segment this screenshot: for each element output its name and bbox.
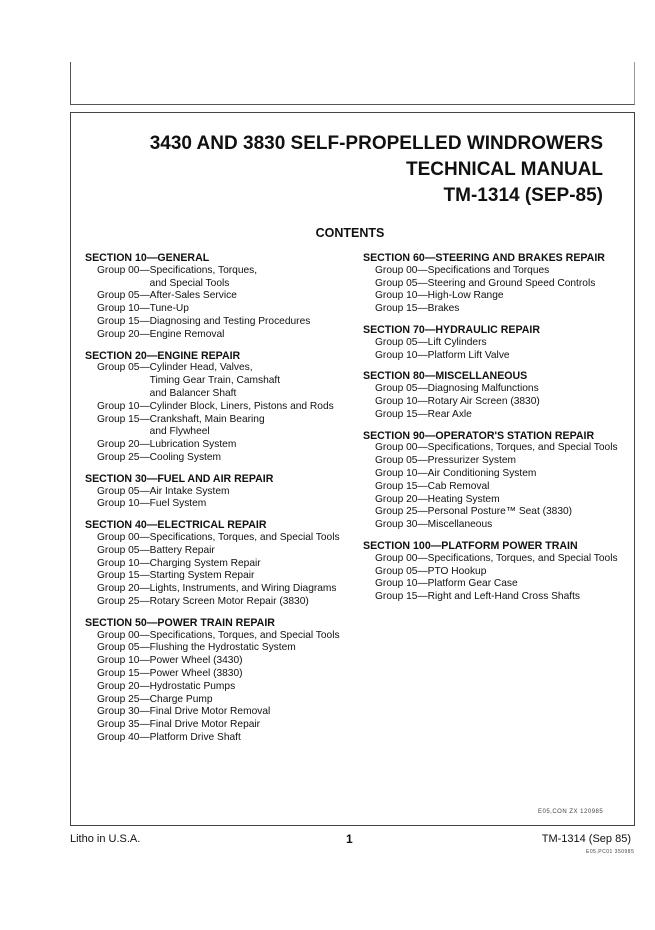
group-entry — [363, 481, 619, 494]
print-code-stamp-small: E05,PC01 350985 — [586, 849, 635, 855]
contents-section — [363, 430, 619, 532]
group-label: Group 10— — [97, 303, 150, 315]
group-description: Diagnosing Malfunctions — [427, 383, 539, 395]
group-description: Specifications, Torques, and Special Tools — [427, 552, 618, 564]
group-description: Personal Posture™ Seat (3830) — [427, 506, 573, 518]
group-label: Group 15— — [97, 570, 150, 582]
group-entry — [85, 290, 343, 303]
group-description: Flushing the Hydrostatic System — [149, 642, 296, 654]
group-entry — [85, 668, 343, 681]
group-label: Group 05— — [97, 362, 150, 374]
group-entry — [85, 558, 343, 571]
group-description: Crankshaft, Main Bearing and Flywheel — [149, 413, 265, 438]
group-description: PTO Hookup — [427, 565, 487, 577]
group-label: Group 00— — [375, 442, 428, 454]
group-description: Engine Removal — [149, 328, 225, 340]
group-description: Power Wheel (3430) — [149, 655, 243, 667]
section-title: SECTION 30—FUEL AND AIR REPAIR — [85, 472, 274, 485]
group-label: Group 25— — [97, 693, 150, 705]
group-entry — [85, 452, 343, 465]
contents-section — [85, 252, 343, 342]
group-entry — [363, 442, 619, 455]
group-description: Cab Removal — [427, 480, 490, 492]
group-entry — [363, 566, 619, 579]
group-label: Group 05— — [97, 642, 150, 654]
group-description: Power Wheel (3830) — [149, 667, 243, 679]
group-label: Group 05— — [375, 383, 428, 395]
group-description: Specifications, Torques, and Special Tools — [149, 629, 340, 641]
group-description: Lift Cylinders — [427, 336, 487, 348]
group-entry — [85, 329, 343, 342]
group-entry — [85, 545, 343, 558]
group-entry — [85, 630, 343, 643]
group-description: Hydrostatic Pumps — [149, 680, 236, 692]
top-frame-border — [70, 62, 635, 105]
group-description: Right and Left-Hand Cross Shafts — [427, 591, 580, 603]
contents-section — [363, 540, 619, 604]
group-description: Brakes — [427, 303, 460, 315]
group-label: Group 00— — [97, 264, 150, 276]
section-title: SECTION 50—POWER TRAIN REPAIR — [85, 616, 275, 629]
contents-right-column — [363, 252, 619, 612]
group-entry — [85, 719, 343, 732]
group-label: Group 00— — [375, 552, 428, 564]
section-title: SECTION 40—ELECTRICAL REPAIR — [85, 519, 267, 532]
group-label: Group 10— — [375, 290, 428, 302]
section-title: SECTION 90—OPERATOR'S STATION REPAIR — [363, 429, 595, 442]
section-title: SECTION 20—ENGINE REPAIR — [85, 349, 241, 362]
group-label: Group 15— — [97, 413, 150, 425]
group-entry — [85, 532, 343, 545]
group-description: Rear Axle — [427, 408, 472, 420]
group-label: Group 15— — [375, 480, 428, 492]
group-label: Group 10— — [97, 400, 150, 412]
group-description: Battery Repair — [149, 544, 215, 556]
section-title: SECTION 80—MISCELLANEOUS — [363, 370, 528, 383]
group-entry — [85, 439, 343, 452]
footer-manual-code: TM-1314 (Sep 85) — [541, 833, 631, 845]
group-description: Pressurizer System — [427, 455, 516, 467]
group-entry — [85, 316, 343, 329]
group-entry — [363, 468, 619, 481]
group-label: Group 10— — [97, 498, 150, 510]
group-entry — [85, 362, 343, 400]
group-label: Group 05— — [375, 455, 428, 467]
group-label: Group 10— — [375, 578, 428, 590]
contents-section — [85, 617, 343, 745]
group-description: Specifications, Torques, and Special Tools — [427, 442, 618, 454]
group-label: Group 10— — [97, 655, 150, 667]
group-entry — [363, 290, 619, 303]
group-entry — [363, 383, 619, 396]
group-label: Group 15— — [375, 591, 428, 603]
group-label: Group 20— — [97, 680, 150, 692]
group-description: Platform Drive Shaft — [149, 731, 241, 743]
group-description: Diagnosing and Testing Procedures — [149, 315, 311, 327]
group-label: Group 20— — [97, 439, 150, 451]
group-entry — [363, 396, 619, 409]
contents-section — [85, 350, 343, 465]
group-entry — [85, 655, 343, 668]
group-description: Tune-Up — [149, 303, 189, 315]
group-label: Group 10— — [375, 467, 428, 479]
group-entry — [85, 401, 343, 414]
group-entry — [363, 591, 619, 604]
group-label: Group 00— — [375, 264, 428, 276]
section-title: SECTION 100—PLATFORM POWER TRAIN — [363, 539, 578, 552]
group-description: Specifications and Torques — [427, 264, 550, 276]
group-entry — [85, 486, 343, 499]
group-label: Group 15— — [97, 667, 150, 679]
group-description: Specifications, Torques, and Special Tools — [149, 264, 258, 289]
group-description: Heating System — [427, 493, 500, 505]
contents-section — [85, 473, 343, 511]
group-description: Miscellaneous — [427, 519, 493, 531]
group-description: Cylinder Head, Valves, Timing Gear Train, Camshaft and Balancer Shaft — [149, 362, 281, 399]
group-description: Final Drive Motor Removal — [149, 706, 271, 718]
group-entry — [363, 278, 619, 291]
section-title: SECTION 10—GENERAL — [85, 252, 210, 264]
group-description: Air Intake System — [149, 485, 230, 497]
footer-litho: Litho in U.S.A. — [70, 833, 141, 845]
contents-section — [363, 252, 619, 316]
group-label: Group 30— — [97, 706, 150, 718]
group-label: Group 10— — [97, 557, 150, 569]
group-entry — [363, 350, 619, 363]
group-label: Group 05— — [375, 336, 428, 348]
group-entry — [363, 519, 619, 532]
group-entry — [363, 303, 619, 316]
group-description: Starting System Repair — [149, 570, 255, 582]
page-number: 1 — [346, 832, 353, 846]
group-description: Fuel System — [149, 498, 207, 510]
contents-section — [363, 324, 619, 362]
group-label: Group 30— — [375, 519, 428, 531]
group-label: Group 15— — [375, 408, 428, 420]
contents-heading: CONTENTS — [315, 226, 385, 240]
group-label: Group 05— — [97, 485, 150, 497]
group-label: Group 05— — [375, 565, 428, 577]
group-label: Group 05— — [375, 277, 428, 289]
group-entry — [363, 506, 619, 519]
title-line-3: TM-1314 (SEP-85) — [443, 185, 603, 206]
group-description: Platform Gear Case — [427, 578, 518, 590]
group-description: Charging System Repair — [149, 557, 261, 569]
group-description: Air Conditioning System — [427, 467, 537, 479]
group-label: Group 15— — [97, 315, 150, 327]
group-label: Group 05— — [97, 290, 150, 302]
title-line-1: 3430 AND 3830 SELF-PROPELLED WINDROWERS — [149, 133, 603, 154]
contents-section — [363, 370, 619, 421]
title-line-2: TECHNICAL MANUAL — [405, 159, 603, 180]
group-entry — [85, 498, 343, 511]
group-label: Group 40— — [97, 731, 150, 743]
group-entry — [363, 494, 619, 507]
group-label: Group 10— — [375, 395, 428, 407]
group-label: Group 20— — [97, 583, 150, 595]
group-description: Specifications, Torques, and Special Tools — [149, 531, 340, 543]
group-entry — [85, 265, 343, 291]
group-entry — [363, 409, 619, 422]
group-entry — [85, 596, 343, 609]
group-entry — [363, 553, 619, 566]
section-title: SECTION 70—HYDRAULIC REPAIR — [363, 323, 540, 336]
group-entry — [85, 694, 343, 707]
group-description: Charge Pump — [149, 693, 213, 705]
group-entry — [85, 414, 343, 440]
group-entry — [363, 455, 619, 468]
group-entry — [363, 265, 619, 278]
group-description: Final Drive Motor Repair — [149, 719, 261, 731]
group-entry — [85, 706, 343, 719]
group-entry — [363, 337, 619, 350]
group-entry — [363, 578, 619, 591]
group-label: Group 10— — [375, 349, 428, 361]
group-label: Group 00— — [97, 531, 150, 543]
group-description: Cooling System — [149, 451, 222, 463]
group-description: High-Low Range — [427, 290, 504, 302]
group-label: Group 05— — [97, 544, 150, 556]
group-description: Lights, Instruments, and Wiring Diagrams — [149, 583, 337, 595]
print-code-stamp: E05,CON ZX 120985 — [538, 809, 604, 815]
group-entry — [85, 732, 343, 745]
group-entry — [85, 642, 343, 655]
group-description: Rotary Screen Motor Repair (3830) — [149, 595, 309, 607]
group-label: Group 15— — [375, 303, 428, 315]
group-description: Rotary Air Screen (3830) — [427, 395, 540, 407]
group-label: Group 20— — [97, 328, 150, 340]
group-entry — [85, 303, 343, 316]
group-label: Group 25— — [97, 451, 150, 463]
group-label: Group 25— — [375, 506, 428, 518]
group-description: Steering and Ground Speed Controls — [427, 277, 596, 289]
section-title: SECTION 60—STEERING AND BRAKES REPAIR — [363, 252, 605, 264]
contents-left-column — [85, 252, 343, 753]
contents-section — [85, 519, 343, 609]
group-description: Cylinder Block, Liners, Pistons and Rods — [149, 400, 334, 412]
group-entry — [85, 681, 343, 694]
group-label: Group 00— — [97, 629, 150, 641]
group-description: Lubrication System — [149, 439, 237, 451]
group-entry — [85, 570, 343, 583]
group-description: Platform Lift Valve — [427, 349, 510, 361]
group-description: After-Sales Service — [149, 290, 237, 302]
group-label: Group 25— — [97, 595, 150, 607]
group-label: Group 35— — [97, 719, 150, 731]
group-entry — [85, 583, 343, 596]
group-label: Group 20— — [375, 493, 428, 505]
